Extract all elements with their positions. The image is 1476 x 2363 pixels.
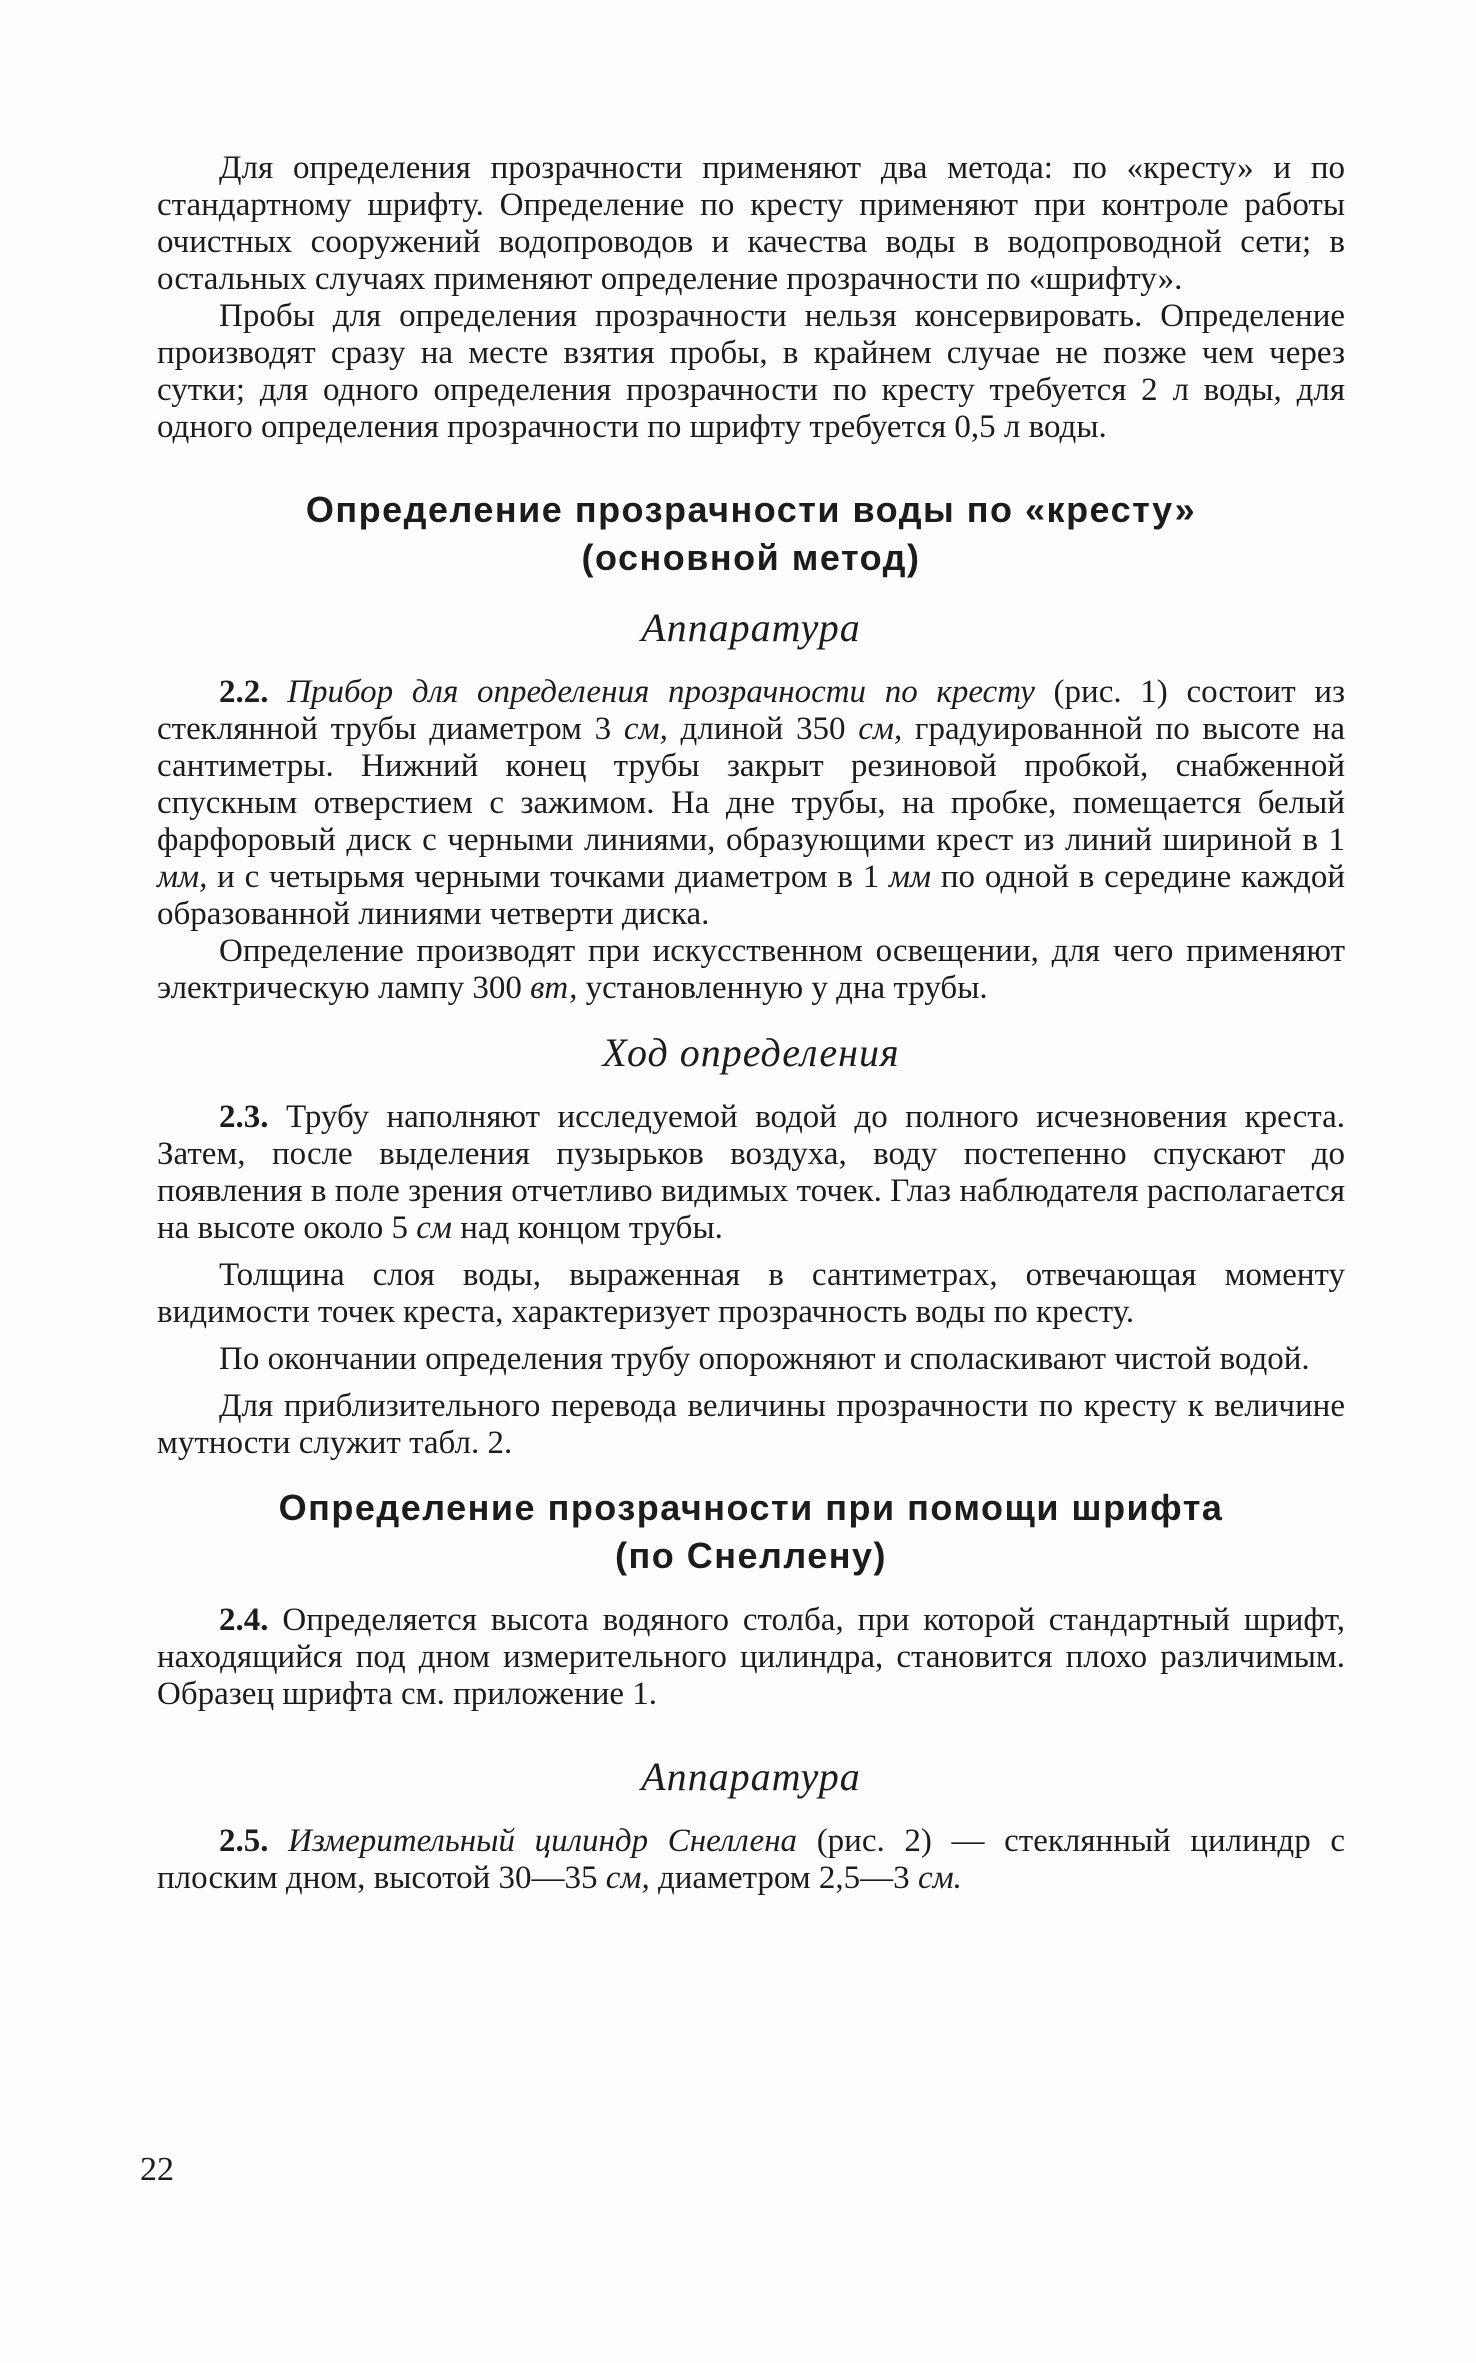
text-fragment: Определение производят при искусственном освещении, для чего применяют электрическую лампу 300 (157, 933, 1345, 1006)
text-fragment: градуированной по высоте на сантиметры. Нижний конец трубы закрыт резиновой пробкой, снабженной спускным отверстием с зажимом. На дне трубы, на пробке, помещается белый фарфоровый диск с черными линиями, образующими крест из линий шириной в 1 (157, 711, 1345, 858)
unit-cm: см. (917, 1860, 962, 1896)
unit-mm: мм, (157, 859, 208, 895)
term-snellen-cylinder: Измерительный цилиндр Снеллена (288, 1823, 798, 1859)
paragraph-lighting (157, 933, 1345, 1007)
paragraph-2-2 (157, 674, 1345, 933)
unit-watt: вт, (530, 970, 578, 1006)
section-title-cross (157, 486, 1345, 582)
section-title-cross-line1: Определение прозрачности воды по «кресту» (305, 489, 1197, 530)
section-title-cross-line2: (основной метод) (581, 537, 921, 578)
item-number-2-2: 2.2. (219, 674, 269, 710)
text-fragment: диаметром 2,5—3 (649, 1860, 918, 1896)
subheading-apparatus-1: Аппаратура (641, 605, 861, 650)
text-fragment: установленную у дна трубы. (577, 970, 988, 1006)
item-number-2-5: 2.5. (219, 1823, 269, 1859)
text-fragment: (рис. 2) — стеклянный цилиндр с плоским дном, высотой 30—35 (157, 1823, 1345, 1896)
text-fragment: и с четырьмя черными точками диаметром в 1 (207, 859, 889, 895)
subheading-procedure: Ход определения (602, 1030, 900, 1075)
paragraph-thickness: Толщина слоя воды, выраженная в сантиметрах, отвечающая моменту видимости точек креста, характеризует прозрачность воды по кресту. (157, 1257, 1345, 1330)
paragraph-rinse: По окончании определения трубу опорожняют и споласкивают чистой водой. (219, 1341, 1310, 1377)
section-title-snellen (157, 1484, 1345, 1580)
text-fragment: по одной в середине каждой образованной линиями четверти диска. (157, 859, 1345, 932)
item-number-2-3: 2.3. (219, 1099, 269, 1135)
unit-cm: см, (605, 1860, 650, 1896)
section-title-snellen-line2: (по Снеллену) (614, 1535, 888, 1576)
paragraph-table-ref: Для приблизительного перевода величины прозрачности по кресту к величине мутности служит табл. 2. (157, 1388, 1345, 1461)
intro-paragraph-1: Для определения прозрачности применяют два метода: по «кресту» и по стандартному шрифту. Определение по кресту применяют при контроле работы очистных сооружений водопроводов и качества воды в водопроводной сети; в остальных случаях применяют определение прозрачности по «шрифту». (157, 150, 1345, 297)
intro-paragraph-2: Пробы для определения прозрачности нельзя консервировать. Определение производят сразу на месте взятия пробы, в крайнем случае не позже чем через сутки; для одного определения прозрачности по кресту требуется 2 л воды, для одного определения прозрачности по шрифту требуется 0,5 л воды. (157, 298, 1345, 445)
paragraph-2-5 (157, 1823, 1345, 1897)
unit-mm: мм (888, 859, 932, 895)
unit-cm: см (416, 1210, 452, 1246)
text-fragment: длиной 350 (667, 711, 859, 747)
text-fragment: Определяется высота водяного столба, при которой стандартный шрифт, находящийся под дном измерительного цилиндра, становится плохо различимым. Образец шрифта см. приложение 1. (157, 1602, 1345, 1712)
page-number: 22 (140, 2151, 174, 2188)
item-number-2-4: 2.4. (219, 1602, 269, 1638)
term-cross-device: Прибор для определения прозрачности по кресту (287, 674, 1035, 710)
subheading-apparatus-2: Аппаратура (641, 1754, 861, 1799)
paragraph-2-3 (157, 1099, 1345, 1247)
section-title-snellen-line1: Определение прозрачности при помощи шрифта (278, 1487, 1224, 1528)
text-fragment: над концом трубы. (451, 1210, 723, 1246)
paragraph-2-4 (157, 1602, 1345, 1713)
text-fragment: (рис. 1) состоит из стеклянной трубы диаметром 3 (157, 674, 1346, 747)
text-block (157, 150, 1345, 1897)
text-fragment: Трубу наполняют исследуемой водой до полного исчезновения креста. Затем, после выделения пузырьков воздуха, воду постепенно спускают до появления в поле зрения отчетливо видимых точек. Глаз наблюдателя располагается на высоте около 5 (157, 1099, 1345, 1246)
unit-cm: см, (858, 711, 903, 747)
unit-cm: см, (623, 711, 668, 747)
